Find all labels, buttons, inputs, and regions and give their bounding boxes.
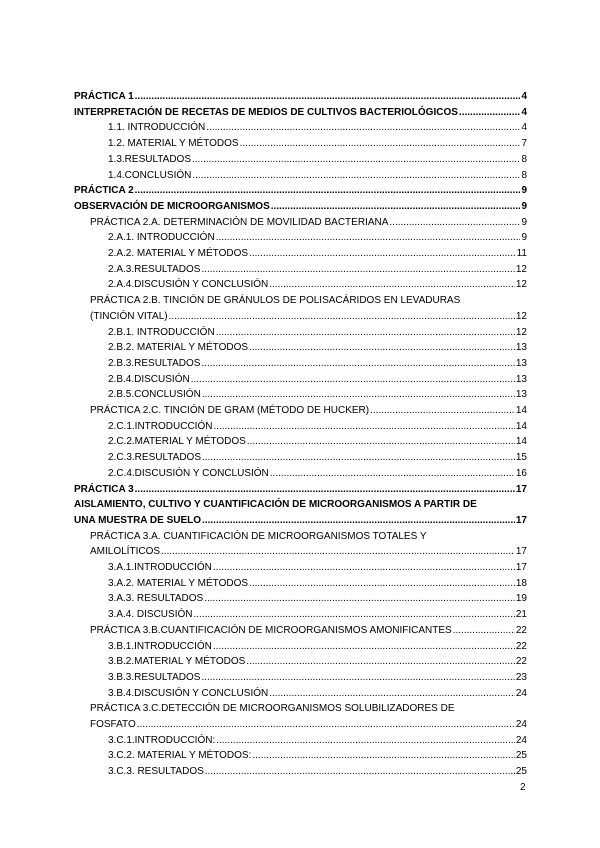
toc-page-number: 9 (521, 232, 527, 244)
toc-entry-label-continued: AMILOLÍTICOS (90, 546, 161, 558)
toc-entry-label: INTERPRETACIÓN DE RECETAS DE MEDIOS DE CULTIVOS BACTERIOLÓGICOS (74, 106, 458, 118)
toc-page-number: 24 (515, 719, 527, 730)
dot-leader (135, 484, 515, 496)
toc-page-number: 17 (515, 483, 527, 495)
dot-leader (202, 515, 515, 527)
toc-entry-label: 2.C.2.MATERIAL Y MÉTODOS (108, 436, 246, 448)
toc-entry-label: 2.B.4.DISCUSIÓN (108, 373, 190, 385)
toc-entry-label-continued: UNA MUESTRA DE SUELO (74, 514, 202, 526)
toc-entry-label: PRÁCTICA 2 (74, 185, 134, 197)
dot-leader (249, 248, 516, 260)
dot-leader (206, 122, 520, 134)
dot-leader (216, 327, 515, 339)
dot-leader (137, 719, 515, 731)
toc-entry-label: PRÁCTICA 3.B.CUANTIFICACIÓN DE MICROORGANISMOS AMONIFICANTES (90, 624, 452, 636)
toc-page-number: 9 (521, 185, 527, 197)
toc-entry-label: 3.B.2.MATERIAL Y MÉTODOS (108, 656, 246, 668)
dot-leader (201, 264, 514, 276)
dot-leader (204, 593, 515, 605)
toc-page-number: 21 (515, 609, 527, 621)
toc-page-number: 4 (521, 106, 527, 118)
toc-entry-label: 3.B.1.INTRODUCCIÓN (108, 640, 212, 652)
toc-entry-label: 1.4.CONCLUSIÓN (108, 169, 192, 181)
toc-page-number: 23 (515, 671, 527, 683)
toc-entry-label: 2.B.1. INTRODUCCIÓN (108, 326, 215, 338)
toc-page-number: 12 (515, 263, 527, 275)
toc-entry-label: 2.B.5.CONCLUSIÓN (108, 389, 201, 401)
toc-page-number: 15 (515, 452, 527, 464)
dot-leader (213, 421, 514, 433)
toc-entry-label: 2.C.4.DISCUSIÓN Y CONCLUSIÓN (108, 467, 269, 479)
toc-entry-label: PRÁCTICA 1 (74, 91, 134, 102)
toc-entry-label: 2.B.3.RESULTADOS (108, 357, 201, 369)
dot-leader (216, 232, 521, 244)
toc-entry-label: AISLAMIENTO, CULTIVO Y CUANTIFICACIÓN DE MICROORGANISMOS A PARTIR DE (74, 499, 477, 511)
toc-entry-label: OBSERVACIÓN DE MICROORGANISMOS (74, 200, 270, 212)
toc-page-number: 12 (515, 279, 527, 291)
toc-entry-label: PRÁCTICA 2.C. TINCIÓN DE GRAM (MÉTODO DE HUCKER) (90, 405, 370, 416)
dot-leader (249, 578, 515, 590)
dot-leader (249, 342, 515, 354)
toc-entry-label: PRÁCTICA 3.A. CUANTIFICACIÓN DE MICROORGANISMOS TOTALES Y (90, 530, 427, 542)
toc-entry-label: 2.A.4.DISCUSIÓN Y CONCLUSIÓN (108, 279, 269, 291)
toc-page-number: 19 (515, 593, 527, 605)
dot-leader (202, 389, 515, 401)
toc-page-number: 16 (515, 467, 527, 479)
toc-page-number: 13 (515, 389, 527, 401)
toc-page-number: 12 (515, 310, 527, 322)
toc-entry-label: 2.A.1. INTRODUCCIÓN (108, 232, 215, 244)
toc-entry-label: PRÁCTICA 3 (74, 483, 134, 495)
toc-entry-label: 1.1. INTRODUCCIÓN (108, 122, 206, 134)
dot-leader (201, 358, 514, 370)
toc-page-number: 4 (521, 122, 527, 134)
toc-page-number: 25 (515, 766, 527, 778)
toc-page-number: 17 (515, 514, 527, 526)
toc-entry-label: 1.3.RESULTADOS (108, 153, 191, 165)
dot-leader (247, 436, 515, 448)
toc-entry-label: 3.B.4.DISCUSIÓN Y CONCLUSIÓN (108, 687, 269, 699)
dot-leader (270, 468, 515, 480)
dot-leader (246, 656, 515, 668)
toc-entry-label-continued: FOSFATO (90, 719, 136, 730)
dot-leader (240, 138, 521, 150)
dot-leader (389, 217, 520, 229)
toc-page-number: 12 (515, 326, 527, 338)
toc-entry-label: 2.C.3.RESULTADOS (108, 452, 201, 464)
toc-page-number: 22 (515, 624, 527, 636)
toc-page-number: 13 (515, 373, 527, 385)
toc-entry-label: 3.A.3. RESULTADOS (108, 593, 204, 605)
dot-leader (192, 170, 520, 182)
toc-page-number: 22 (515, 656, 527, 668)
toc-entry-label: 3.C.1.INTRODUCCIÓN: (108, 734, 216, 746)
toc-entry-label: PRÁCTICA 2.A. DETERMINACIÓN DE MOVILIDAD BACTERIANA (90, 216, 389, 228)
toc-entry-label: 2.C.1.INTRODUCCIÓN (108, 420, 213, 432)
toc-page-number: 8 (521, 169, 527, 181)
dot-leader (213, 562, 515, 574)
dot-leader (271, 201, 521, 213)
toc-page-number: 9 (521, 200, 527, 212)
dot-leader (370, 405, 515, 417)
dot-leader (191, 374, 515, 386)
toc-page-number: 14 (515, 420, 527, 432)
dot-leader (269, 688, 515, 700)
toc-entry-label: 2.A.2. MATERIAL Y MÉTODOS (108, 248, 249, 259)
toc-entry-label-continued: (TINCIÓN VITAL) (90, 310, 168, 322)
toc-entry-label: 3.B.3.RESULTADOS (108, 671, 201, 683)
toc-page-number: 7 (521, 138, 527, 150)
dot-leader (269, 279, 515, 291)
toc-entry-label: PRÁCTICA 3.C.DETECCIÓN DE MICROORGANISMOS SOLUBILIZADORES DE (90, 703, 455, 715)
dot-leader (193, 609, 514, 621)
dot-leader (201, 672, 514, 684)
toc-page-number: 8 (521, 153, 527, 165)
toc-page-number: 25 (515, 750, 527, 762)
toc-entry-label: 2.B.2. MATERIAL Y MÉTODOS (108, 342, 249, 354)
toc-page-number: 11 (516, 248, 527, 259)
toc-entry-label: 3.A.4. DISCUSIÓN (108, 609, 193, 621)
toc-page-number: 14 (515, 405, 527, 416)
toc-page-number: 13 (515, 342, 527, 354)
toc-page-number: 14 (515, 436, 527, 448)
toc-page-number: 24 (515, 734, 527, 746)
toc-page-number: 9 (521, 216, 527, 228)
toc-page-number: 4 (521, 91, 527, 102)
dot-leader (161, 546, 515, 558)
dot-leader (135, 91, 521, 103)
dot-leader (205, 766, 515, 778)
toc-page-number: 17 (515, 562, 527, 573)
toc-entry-label: 1.2. MATERIAL Y MÉTODOS (108, 138, 239, 150)
toc-entry-label: PRÁCTICA 2.B. TINCIÓN DE GRÁNULOS DE POLISACÁRIDOS EN LEVADURAS (90, 295, 461, 307)
dot-leader (135, 185, 521, 197)
dot-leader (216, 735, 515, 747)
toc-page-number: 24 (515, 687, 527, 699)
dot-leader (252, 750, 515, 762)
toc-entry-label: 2.A.3.RESULTADOS (108, 263, 201, 275)
dot-leader (192, 154, 520, 166)
dot-leader (213, 641, 515, 653)
page-number: 2 (520, 782, 526, 793)
toc-page-number: 17 (515, 546, 527, 558)
toc-page-number: 22 (515, 640, 527, 652)
dot-leader (459, 107, 521, 119)
toc-entry-label: 3.A.1.INTRODUCCIÓN (108, 562, 212, 573)
dot-leader (453, 625, 515, 637)
toc-page-number: 18 (515, 577, 527, 589)
toc-page-number: 13 (515, 357, 527, 369)
dot-leader (202, 452, 515, 464)
toc-entry-label: 3.C.3. RESULTADOS (108, 766, 204, 778)
toc-entry-label: 3.C.2. MATERIAL Y MÉTODOS: (108, 750, 252, 762)
dot-leader (169, 311, 515, 323)
toc-entry-label: 3.A.2. MATERIAL Y MÉTODOS (108, 577, 249, 589)
